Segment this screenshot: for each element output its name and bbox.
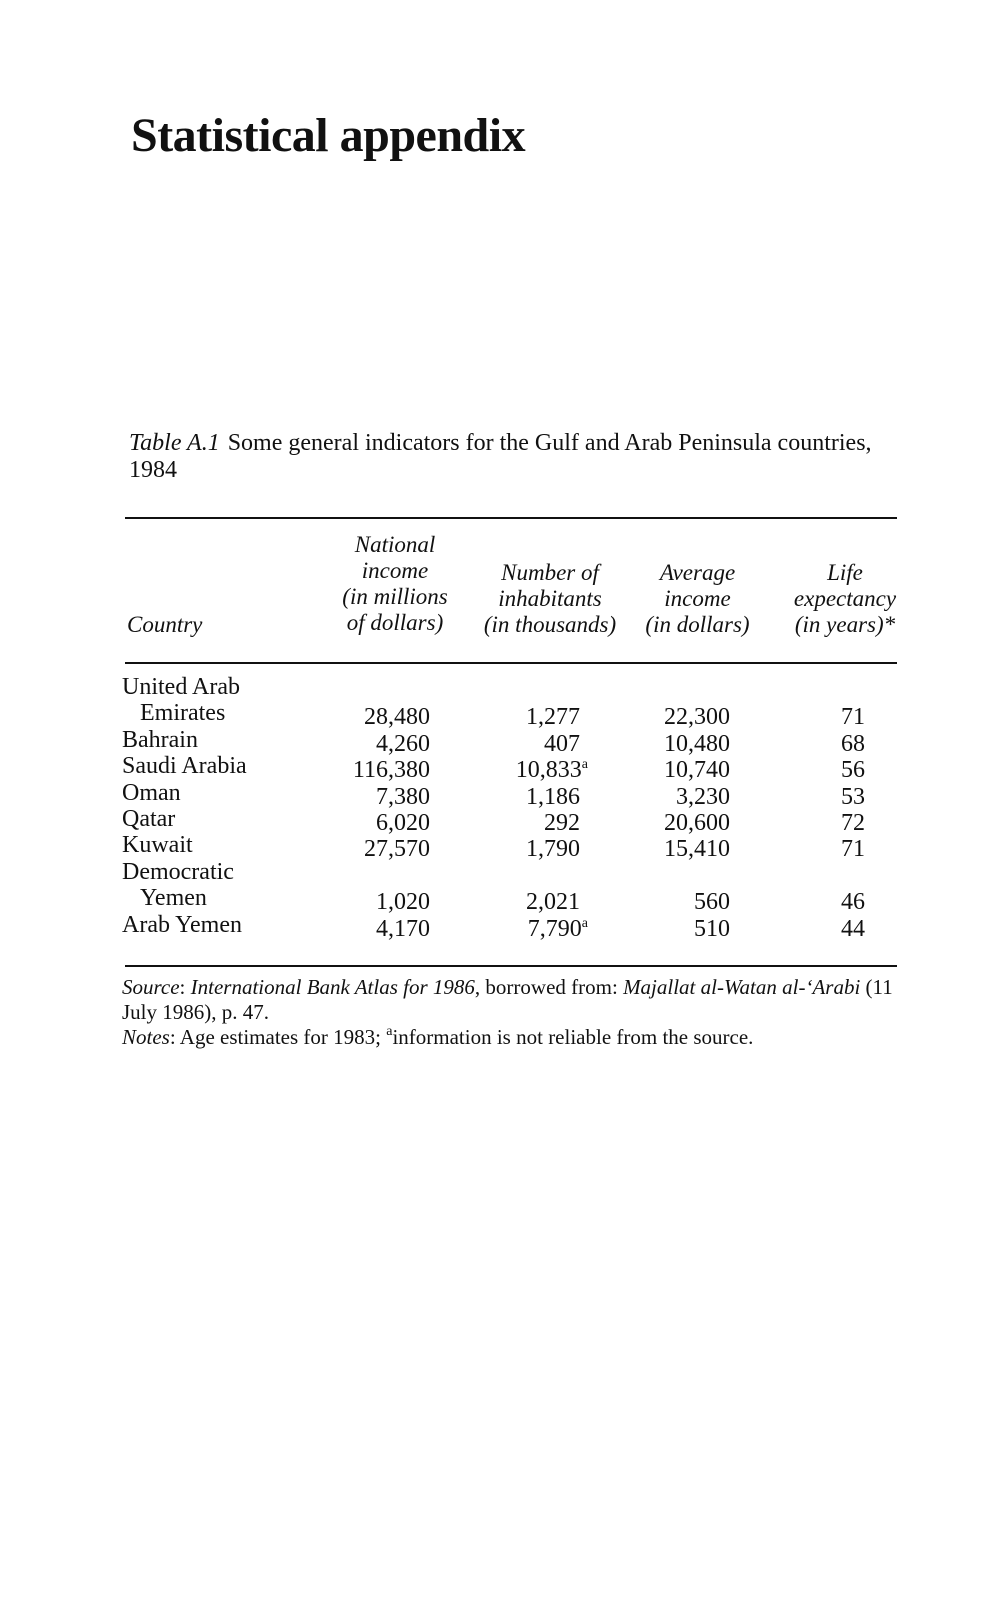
table-bottom-rule [125,965,897,967]
header-average-income: Average income (in dollars) [645,560,750,637]
source-tail: (11 July 1986), p. 47. [122,975,893,1024]
life-expectancy-cell: 71 [841,836,865,863]
inhabitants-value: 10,833 [515,757,582,784]
table-row [0,779,1000,810]
source-journal: Majallat al-Watan al-‘Arabi [623,975,861,999]
header-inhabitants: Number of inhabitants (in thousands) [483,560,617,637]
life-expectancy-cell: 72 [841,809,865,836]
inhabitants-cell: 407 [544,730,580,757]
notes-label: Notes [122,1025,170,1049]
national-income-cell: 1,020 [376,889,430,916]
table-row [0,805,1000,836]
source-mid: , borrowed from: [474,975,624,999]
average-income-cell: 22,300 [664,704,730,731]
source-title: International Bank Atlas for 1986 [190,975,475,999]
country-name: United Arab [122,674,240,700]
national-income-cell: 116,380 [352,757,430,784]
table-row [0,726,1000,757]
table-row [0,753,1000,784]
country-name: Qatar [122,805,176,832]
average-income-cell: 560 [694,889,730,916]
inhabitants-cell: 1,186 [526,783,580,810]
table-caption [129,430,899,484]
table-row [0,859,1000,885]
notes-text: Age estimates for 1983; [175,1025,387,1049]
national-income-cell: 4,170 [376,915,430,942]
country-name-continued: Emirates [140,700,226,727]
table-header-rule [125,662,897,664]
life-expectancy-cell: 46 [841,889,865,916]
average-income-cell: 10,740 [664,757,730,784]
life-expectancy-cell: 53 [841,783,865,810]
national-income-cell: 27,570 [364,836,430,863]
inhabitants-cell: 1,790 [526,836,580,863]
country-name: Kuwait [122,832,193,859]
national-income-cell: 7,380 [376,783,430,810]
country-name: Bahrain [122,726,198,753]
table-row [0,911,1000,942]
country-name: Democratic [122,858,234,885]
table-row [0,700,1000,731]
average-income-cell: 3,230 [676,783,730,810]
notes-line: Notes: Age estimates for 1983; $^a$information is not reliable from the source. [122,1024,754,1049]
life-expectancy-cell: 44 [841,915,865,942]
inhabitants-cell: 292 [544,809,580,836]
footnote-marker: a [386,1024,393,1039]
header-national-income: National income (in millions of dollars) [342,532,448,635]
country-name: Arab Yemen [122,911,242,938]
notes-tail: information is not reliable from the source. [392,1025,754,1049]
table-notes [122,975,902,1050]
table-row [0,885,1000,916]
table-body [0,674,1000,942]
source-label: Source [122,975,180,999]
table-label: Table A.1 [129,430,220,456]
inhabitants-cell [528,916,588,942]
table-caption-text: Some general indicators for the Gulf and Arab Peninsula countries, 1984 [129,430,872,483]
life-expectancy-cell: 68 [841,730,865,757]
inhabitants-cell: 2,021 [526,889,580,916]
header-life-expectancy: Life expectancy (in years)* [793,560,897,637]
average-income-cell: 20,600 [664,809,730,836]
table-row [0,832,1000,863]
source-note: Source: International Bank Atlas for 1986, borrowed from: Majallat al-Watan al-‘Arabi (11 July 1986), p. 47. [122,975,893,1024]
national-income-cell: 6,020 [376,809,430,836]
footnote-marker: a [581,915,588,931]
average-income-cell: 10,480 [664,730,730,757]
country-name-continued: Yemen [140,885,207,912]
table-top-rule [125,517,897,519]
life-expectancy-cell: 71 [841,704,865,731]
average-income-cell: 510 [694,915,730,942]
footnote-marker: a [581,757,588,773]
page-heading: Statistical appendix [131,109,526,162]
inhabitants-cell: 1,277 [526,704,580,731]
country-name: Oman [122,779,181,806]
national-income-cell: 28,480 [364,704,430,731]
national-income-cell: 4,260 [376,730,430,757]
country-name: Saudi Arabia [122,753,247,780]
header-country: Country [127,612,203,637]
average-income-cell: 15,410 [664,836,730,863]
inhabitants-value: 7,790 [527,915,582,942]
table-row [0,674,1000,700]
life-expectancy-cell: 56 [841,757,865,784]
